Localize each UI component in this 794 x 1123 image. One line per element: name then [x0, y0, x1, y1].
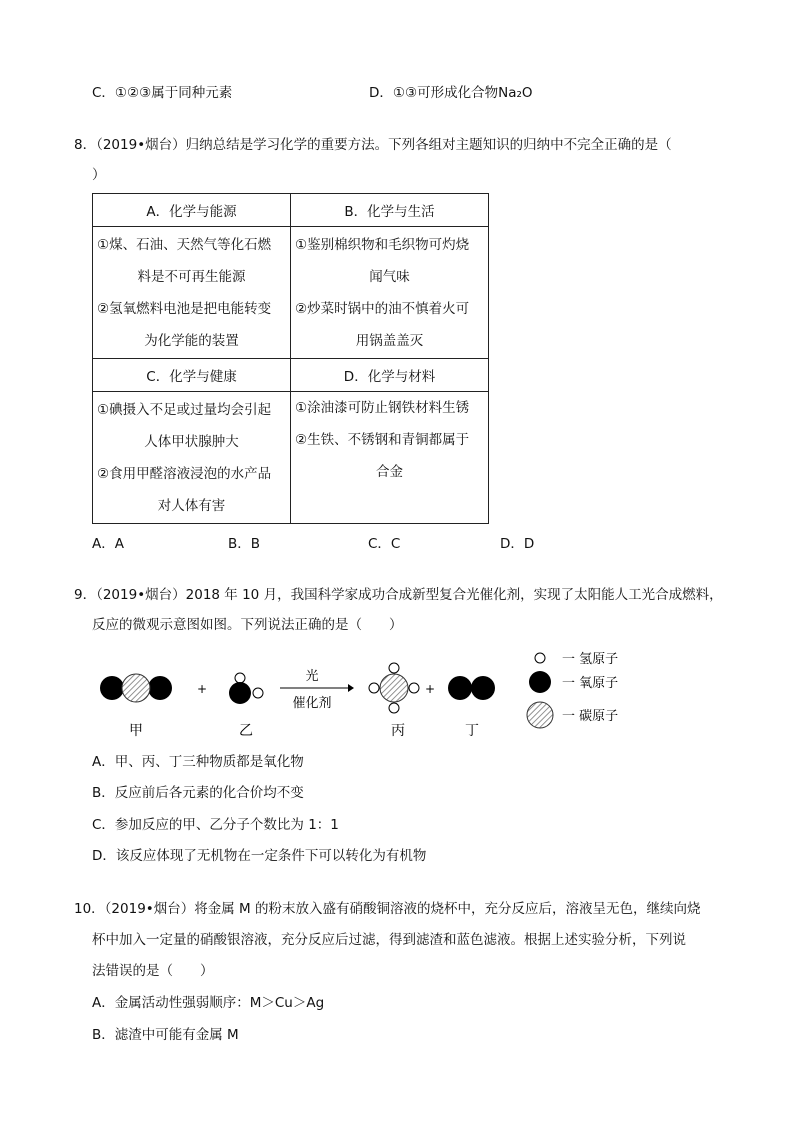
legend-carbon-atom — [527, 702, 553, 728]
label-bing: 丙 — [391, 723, 405, 739]
q8-d-line: ①涂油漆可防止钢铁材料生锈 — [295, 400, 470, 416]
q8-cell-b — [291, 227, 489, 359]
label-jia: 甲 — [129, 723, 143, 739]
q8-option-a: A．A — [92, 536, 124, 552]
q10-option-b: B．滤渣中可能有金属 M — [92, 1027, 239, 1043]
q9-option-c: C．参加反应的甲、乙分子个数比为 1：1 — [92, 817, 339, 833]
q8-a-line: 料是不可再生能源 — [137, 268, 246, 285]
q8-c-line: 对人体有害 — [157, 497, 226, 514]
q8-stem-line1: 8．（2019•烟台）归纳总结是学习化学的重要方法。下列各组对主题知识的归纳中不完全正确的是（ — [74, 137, 672, 153]
q8-header-c: C．化学与健康 — [93, 359, 291, 392]
q9-stem-line2: 反应的微观示意图如图。下列说法正确的是（ ） — [92, 617, 403, 633]
molecule-jia — [100, 674, 172, 702]
molecule-yi — [229, 673, 263, 704]
oxygen-atom — [100, 676, 124, 700]
legend-hydrogen-atom — [535, 653, 545, 663]
q8-b-line: ②炒菜时锅中的油不慎着火可 — [295, 300, 470, 317]
q8-c-line: ②食用甲醛溶液浸泡的水产品 — [97, 465, 272, 482]
reaction-arrow-head — [348, 684, 354, 692]
q8-c-line: ①碘摄入不足或过量均会引起 — [97, 401, 272, 418]
q8-header-a: A．化学与能源 — [93, 194, 291, 227]
oxygen-atom — [471, 676, 495, 700]
q10-option-a: A．金属活动性强弱顺序：M＞Cu＞Ag — [92, 995, 325, 1011]
q8-option-c: C．C — [368, 536, 401, 552]
hydrogen-atom — [389, 703, 399, 713]
q8-a-line: ①煤、石油、天然气等化石燃 — [97, 236, 272, 253]
q8-cell-c — [93, 392, 291, 524]
label-yi: 乙 — [239, 723, 253, 739]
plus-sign: + — [196, 682, 208, 696]
q8-b-line: ①鉴别棉织物和毛织物可灼烧 — [295, 236, 470, 253]
q8-option-d: D．D — [500, 536, 535, 552]
arrow-condition-light: 光 — [305, 669, 319, 684]
q8-b-line: 闻气味 — [369, 268, 410, 285]
legend-oxygen-atom — [529, 671, 551, 693]
hydrogen-atom — [235, 673, 245, 683]
q9-reaction-diagram — [90, 645, 650, 745]
oxygen-atom — [229, 682, 251, 704]
oxygen-atom — [448, 676, 472, 700]
hydrogen-atom — [409, 683, 419, 693]
q8-header-d: D．化学与材料 — [291, 359, 489, 392]
q9-option-b: B．反应前后各元素的化合价均不变 — [92, 785, 304, 801]
q8-cell-a — [93, 227, 291, 359]
q7-option-d: D．①③可形成化合物Na₂O — [369, 85, 533, 101]
q10-stem-line3: 法错误的是（ ） — [92, 963, 214, 979]
oxygen-atom — [148, 676, 172, 700]
arrow-condition-catalyst: 催化剂 — [292, 696, 332, 711]
q8-cell-d — [291, 392, 489, 524]
carbon-atom — [380, 674, 408, 702]
label-ding: 丁 — [465, 723, 479, 739]
legend-hydrogen-label: 一 氢原子 — [562, 652, 619, 667]
q8-b-line: 用锅盖盖灭 — [355, 332, 424, 349]
q8-d-line: ②生铁、不锈钢和青铜都属于 — [295, 432, 470, 448]
q7-option-c: C．①②③属于同种元素 — [92, 85, 233, 101]
q10-stem-line2: 杯中加入一定量的硝酸银溶液，充分反应后过滤，得到滤渣和蓝色滤液。根据上述实验分析，下列说 — [92, 932, 686, 948]
q9-option-a: A．甲、丙、丁三种物质都是氧化物 — [92, 754, 304, 770]
molecule-ding — [448, 676, 495, 700]
q10-stem-line1: 10．（2019•烟台）将金属 M 的粉末放入盛有硝酸铜溶液的烧杯中，充分反应后，溶液呈无色，继续向烧 — [74, 901, 701, 917]
carbon-atom — [122, 674, 150, 702]
hydrogen-atom — [369, 683, 379, 693]
q8-option-b: B．B — [228, 536, 261, 552]
hydrogen-atom — [389, 663, 399, 673]
q8-c-line: 人体甲状腺肿大 — [144, 433, 239, 450]
q8-a-line: 为化学能的装置 — [144, 332, 239, 349]
plus-sign: + — [424, 682, 436, 696]
q8-d-line: 合金 — [376, 464, 403, 480]
q8-header-b: B．化学与生活 — [291, 194, 489, 227]
molecule-bing — [369, 663, 419, 713]
q9-option-d: D．该反应体现了无机物在一定条件下可以转化为有机物 — [92, 848, 427, 864]
q8-stem-line2: ） — [92, 167, 106, 183]
legend-carbon-label: 一 碳原子 — [562, 709, 619, 724]
hydrogen-atom — [253, 688, 263, 698]
q8-table — [92, 193, 489, 524]
q9-stem-line1: 9．（2019•烟台）2018 年 10 月，我国科学家成功合成新型复合光催化剂，实现了太阳能人工光合成燃料， — [74, 587, 723, 603]
legend-oxygen-label: 一 氧原子 — [562, 676, 619, 691]
diagram-legend — [527, 652, 618, 728]
q8-a-line: ②氢氧燃料电池是把电能转变 — [97, 300, 272, 317]
